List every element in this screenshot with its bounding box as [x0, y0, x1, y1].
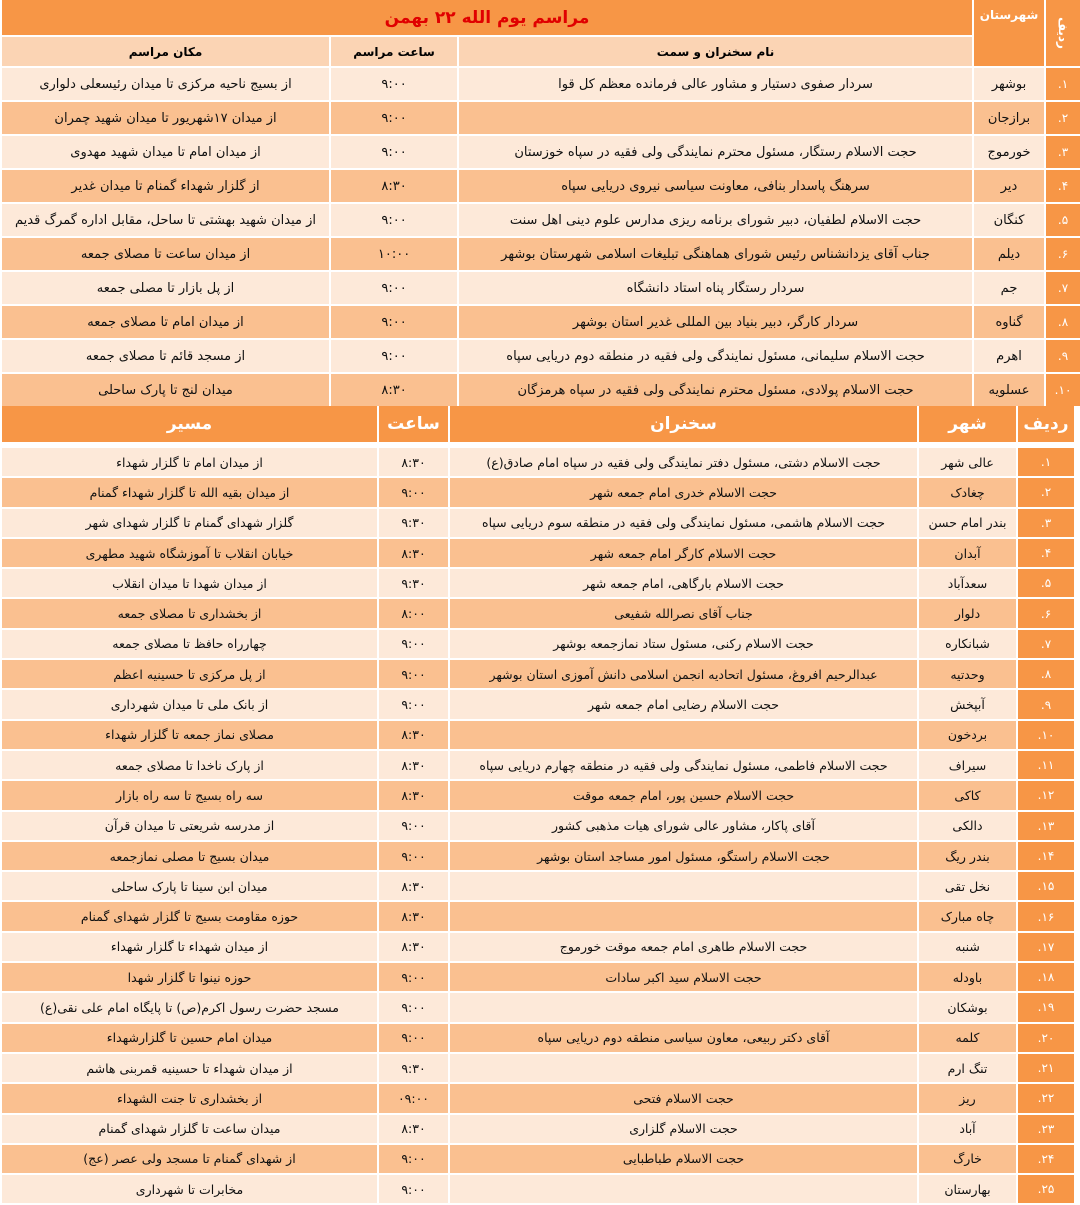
cell-city: چاه مبارک	[917, 902, 1016, 932]
table-row	[0, 902, 1080, 932]
cell-time: ۹:۰۰	[377, 993, 448, 1023]
cell-speaker	[448, 993, 917, 1023]
cell-city: آبپخش	[917, 690, 1016, 720]
cell-index: ۷.	[1016, 630, 1080, 660]
cell-speaker: حجت الاسلام فاطمی، مسئول نمایندگی ولی فقیه در منطقه چهارم دریایی سپاه	[448, 751, 917, 781]
cell-city: کلمه	[917, 1024, 1016, 1054]
cell-city: دیر	[972, 170, 1044, 204]
page-title: مراسم یوم الله ۲۲ بهمن	[0, 0, 972, 37]
cell-place: از میدان امام تا میدان شهید مهدوی	[0, 136, 329, 170]
cell-index: ۴.	[1044, 170, 1080, 204]
cell-index: ۲.	[1044, 102, 1080, 136]
cell-time: ۸:۳۰	[377, 448, 448, 478]
cell-speaker: حجت الاسلام رکنی، مسئول ستاد نمازجمعه بوشهر	[448, 630, 917, 660]
table-row	[0, 340, 1080, 374]
cell-speaker: حجت الاسلام گلزاری	[448, 1115, 917, 1145]
cell-time: ۹:۰۰	[377, 478, 448, 508]
table-row	[0, 539, 1080, 569]
cell-index: ۳.	[1016, 509, 1080, 539]
cell-time: ۹:۰۰	[329, 136, 457, 170]
cell-time: ۹:۰۰	[377, 963, 448, 993]
cell-city: سیراف	[917, 751, 1016, 781]
table-row	[0, 599, 1080, 629]
cell-route: حوزه نینوا تا گلزار شهدا	[0, 963, 377, 993]
cell-route: از بخشداری تا مصلای جمعه	[0, 599, 377, 629]
table-row	[0, 872, 1080, 902]
table-row	[0, 448, 1080, 478]
cell-time: ۸:۳۰	[377, 539, 448, 569]
cell-index: ۲.	[1016, 478, 1080, 508]
table-row	[0, 842, 1080, 872]
cell-speaker: حجت الاسلام سید اکبر سادات	[448, 963, 917, 993]
table-row	[0, 630, 1080, 660]
cell-time: ۹:۳۰	[377, 1054, 448, 1084]
cell-city: عسلویه	[972, 374, 1044, 408]
top-schedule-table	[0, 0, 1080, 408]
cell-speaker: آقای پاکار، مشاور عالی شورای هیات مذهبی کشور	[448, 812, 917, 842]
cell-index: ۱.	[1016, 448, 1080, 478]
cell-place: میدان لنج تا پارک ساحلی	[0, 374, 329, 408]
table-row	[0, 721, 1080, 751]
cell-time: ۸:۳۰	[329, 374, 457, 408]
table-row	[0, 1024, 1080, 1054]
cell-city: تنگ ارم	[917, 1054, 1016, 1084]
table-row	[0, 781, 1080, 811]
cell-speaker: حجت الاسلام راستگو، مسئول امور مساجد استان بوشهر	[448, 842, 917, 872]
cell-time: ۹:۰۰	[329, 204, 457, 238]
cell-speaker	[448, 902, 917, 932]
cell-speaker: عبدالرحیم افروغ، مسئول اتحادیه انجمن اسلامی دانش آموزی استان بوشهر	[448, 660, 917, 690]
cell-city: برازجان	[972, 102, 1044, 136]
cell-index: ۱۱.	[1016, 751, 1080, 781]
cell-time: ۹:۰۰	[377, 630, 448, 660]
table-row	[0, 963, 1080, 993]
cell-speaker: حجت الاسلام حسین پور، امام جمعه موقت	[448, 781, 917, 811]
cell-time: ۸:۳۰	[377, 872, 448, 902]
table-row	[0, 1115, 1080, 1145]
cell-speaker: حجت الاسلام رضایی امام جمعه شهر	[448, 690, 917, 720]
cell-route: میدان ابن سینا تا پارک ساحلی	[0, 872, 377, 902]
cell-route: حوزه مقاومت بسیج تا گلزار شهدای گمنام	[0, 902, 377, 932]
cell-route: میدان بسیج تا مصلی نمازجمعه	[0, 842, 377, 872]
cell-speaker	[448, 1175, 917, 1205]
cell-route: چهارراه حافظ تا مصلای جمعه	[0, 630, 377, 660]
header-city: شهر	[917, 406, 1016, 448]
cell-city: بندر ریگ	[917, 842, 1016, 872]
cell-city: بهارستان	[917, 1175, 1016, 1205]
cell-index: ۷.	[1044, 272, 1080, 306]
cell-index: ۱.	[1044, 68, 1080, 102]
cell-index: ۸.	[1016, 660, 1080, 690]
cell-time: ۹:۳۰	[377, 509, 448, 539]
cell-speaker: آقای دکتر ربیعی، معاون سیاسی منطقه دوم دریایی سپاه	[448, 1024, 917, 1054]
cell-index: ۱۳.	[1016, 812, 1080, 842]
cell-route: میدان امام حسین تا گلزارشهداء	[0, 1024, 377, 1054]
header-index: ردیف	[1016, 406, 1080, 448]
cell-time: ۰۹:۰۰	[377, 1084, 448, 1114]
cell-time: ۸:۳۰	[377, 902, 448, 932]
cell-index: ۱۸.	[1016, 963, 1080, 993]
cell-time: ۸:۰۰	[377, 599, 448, 629]
bottom-schedule-table	[0, 406, 1080, 1205]
cell-place: از بسیج ناحیه مرکزی تا میدان رئیسعلی دلواری	[0, 68, 329, 102]
cell-index: ۲۰.	[1016, 1024, 1080, 1054]
table-row	[0, 812, 1080, 842]
cell-speaker: حجت الاسلام کارگر امام جمعه شهر	[448, 539, 917, 569]
cell-time: ۸:۳۰	[377, 721, 448, 751]
cell-speaker: حجت الاسلام دشتی، مسئول دفتر نمایندگی ولی فقیه در سپاه امام صادق(ع)	[448, 448, 917, 478]
cell-city: شبانکاره	[917, 630, 1016, 660]
cell-index: ۵.	[1044, 204, 1080, 238]
header-city: شهرستان	[972, 0, 1044, 68]
cell-time: ۹:۳۰	[377, 569, 448, 599]
cell-city: اهرم	[972, 340, 1044, 374]
table-row	[0, 102, 1080, 136]
cell-time: ۹:۰۰	[329, 272, 457, 306]
cell-city: باودله	[917, 963, 1016, 993]
cell-time: ۹:۰۰	[377, 1145, 448, 1175]
cell-speaker: سردار صفوی دستیار و مشاور عالی فرمانده معظم کل قوا	[457, 68, 972, 102]
cell-route: از بخشداری تا جنت الشهداء	[0, 1084, 377, 1114]
cell-route: از پل مرکزی تا حسینیه اعظم	[0, 660, 377, 690]
table-row	[0, 170, 1080, 204]
cell-index: ۶.	[1016, 599, 1080, 629]
cell-index: ۱۹.	[1016, 993, 1080, 1023]
cell-city: عالی شهر	[917, 448, 1016, 478]
cell-speaker: حجت الاسلام هاشمی، مسئول نمایندگی ولی فقیه در منطقه سوم دریایی سپاه	[448, 509, 917, 539]
cell-city: آبدان	[917, 539, 1016, 569]
cell-time: ۹:۰۰	[329, 340, 457, 374]
cell-index: ۲۳.	[1016, 1115, 1080, 1145]
table-row	[0, 933, 1080, 963]
cell-speaker: سردار رستگار پناه استاد دانشگاه	[457, 272, 972, 306]
table-row	[0, 993, 1080, 1023]
cell-place: از مسجد قائم تا مصلای جمعه	[0, 340, 329, 374]
cell-city: دیلم	[972, 238, 1044, 272]
cell-speaker: حجت الاسلام طاهری امام جمعه موقت خورموج	[448, 933, 917, 963]
cell-index: ۱۰.	[1016, 721, 1080, 751]
cell-place: از میدان ساعت تا مصلای جمعه	[0, 238, 329, 272]
header-route: مسیر	[0, 406, 377, 448]
cell-speaker: حجت الاسلام لطفیان، دبیر شورای برنامه ریزی مدارس علوم دینی اهل سنت	[457, 204, 972, 238]
cell-city: بوشکان	[917, 993, 1016, 1023]
cell-index: ۵.	[1016, 569, 1080, 599]
cell-city: بوشهر	[972, 68, 1044, 102]
cell-route: میدان ساعت تا گلزار شهدای گمنام	[0, 1115, 377, 1145]
cell-index: ۱۵.	[1016, 872, 1080, 902]
cell-city: دلوار	[917, 599, 1016, 629]
table-row	[0, 569, 1080, 599]
cell-city: کنگان	[972, 204, 1044, 238]
header-time: ساعت مراسم	[329, 37, 457, 68]
cell-speaker: سردار کارگر، دبیر بنیاد بین المللی غدیر استان بوشهر	[457, 306, 972, 340]
table-row	[0, 690, 1080, 720]
table-row	[0, 238, 1080, 272]
cell-route: سه راه بسیج تا سه راه بازار	[0, 781, 377, 811]
cell-speaker: سرهنگ پاسدار بنافی، معاونت سیاسی نیروی دریایی سپاه	[457, 170, 972, 204]
header-speaker: نام سخنران و سمت	[457, 37, 972, 68]
cell-time: ۹:۰۰	[377, 690, 448, 720]
cell-index: ۱۶.	[1016, 902, 1080, 932]
table-row	[0, 68, 1080, 102]
cell-speaker: حجت الاسلام خدری امام جمعه شهر	[448, 478, 917, 508]
table-row	[0, 1054, 1080, 1084]
cell-time: ۹:۰۰	[377, 1175, 448, 1205]
cell-route: از بانک ملی تا میدان شهرداری	[0, 690, 377, 720]
cell-city: بردخون	[917, 721, 1016, 751]
cell-index: ۹.	[1016, 690, 1080, 720]
cell-city: شنبه	[917, 933, 1016, 963]
cell-time: ۱۰:۰۰	[329, 238, 457, 272]
cell-city: جم	[972, 272, 1044, 306]
cell-route: از پارک ناخدا تا مصلای جمعه	[0, 751, 377, 781]
cell-index: ۱۷.	[1016, 933, 1080, 963]
cell-city: دالکی	[917, 812, 1016, 842]
cell-speaker: حجت الاسلام سلیمانی، مسئول نمایندگی ولی فقیه در منطقه دوم دریایی سپاه	[457, 340, 972, 374]
table-row	[0, 509, 1080, 539]
cell-index: ۱۴.	[1016, 842, 1080, 872]
cell-city: آباد	[917, 1115, 1016, 1145]
cell-route: از میدان بقیه الله تا گلزار شهداء گمنام	[0, 478, 377, 508]
cell-index: ۹.	[1044, 340, 1080, 374]
cell-place: از میدان امام تا مصلای جمعه	[0, 306, 329, 340]
table-row	[0, 1175, 1080, 1205]
table-row	[0, 1145, 1080, 1175]
cell-time: ۸:۳۰	[377, 933, 448, 963]
cell-route: از مدرسه شریعتی تا میدان قرآن	[0, 812, 377, 842]
cell-index: ۲۱.	[1016, 1054, 1080, 1084]
cell-city: وحدتیه	[917, 660, 1016, 690]
cell-time: ۹:۰۰	[329, 68, 457, 102]
cell-speaker	[448, 1054, 917, 1084]
cell-index: ۴.	[1016, 539, 1080, 569]
cell-index: ۳.	[1044, 136, 1080, 170]
cell-index: ۸.	[1044, 306, 1080, 340]
cell-route: از میدان امام تا گلزار شهداء	[0, 448, 377, 478]
cell-index: ۱۲.	[1016, 781, 1080, 811]
cell-time: ۹:۰۰	[329, 102, 457, 136]
cell-time: ۸:۳۰	[377, 751, 448, 781]
header-place: مکان مراسم	[0, 37, 329, 68]
table-row	[0, 660, 1080, 690]
cell-route: خیابان انقلاب تا آموزشگاه شهید مطهری	[0, 539, 377, 569]
cell-speaker	[448, 872, 917, 902]
cell-place: از میدان شهید بهشتی تا ساحل، مقابل اداره گمرگ قدیم	[0, 204, 329, 238]
cell-index: ۲۵.	[1016, 1175, 1080, 1205]
cell-index: ۶.	[1044, 238, 1080, 272]
cell-time: ۹:۰۰	[377, 1024, 448, 1054]
cell-speaker: حجت الاسلام فتحی	[448, 1084, 917, 1114]
cell-time: ۸:۳۰	[329, 170, 457, 204]
cell-route: از میدان شهدا تا میدان انقلاب	[0, 569, 377, 599]
cell-place: از گلزار شهداء گمنام تا میدان غدیر	[0, 170, 329, 204]
cell-route: از میدان شهداء تا گلزار شهداء	[0, 933, 377, 963]
cell-speaker: حجت الاسلام پولادی، مسئول محترم نمایندگی ولی فقیه در سپاه هرمزگان	[457, 374, 972, 408]
cell-speaker: جناب آقای یزدانشناس رئیس شورای هماهنگی تبلیغات اسلامی شهرستان بوشهر	[457, 238, 972, 272]
cell-index: ۲۴.	[1016, 1145, 1080, 1175]
cell-city: کاکی	[917, 781, 1016, 811]
cell-speaker: حجت الاسلام رستگار، مسئول محترم نمایندگی ولی فقیه در سپاه خوزستان	[457, 136, 972, 170]
cell-time: ۹:۰۰	[377, 842, 448, 872]
cell-time: ۸:۳۰	[377, 1115, 448, 1145]
cell-route: مسجد حضرت رسول اکرم(ص) تا پایگاه امام علی نقی(ع)	[0, 993, 377, 1023]
table-row	[0, 1084, 1080, 1114]
cell-city: ریز	[917, 1084, 1016, 1114]
cell-place: از میدان ۱۷شهریور تا میدان شهید چمران	[0, 102, 329, 136]
cell-route: گلزار شهدای گمنام تا گلزار شهدای شهر	[0, 509, 377, 539]
cell-speaker: حجت الاسلام بارگاهی، امام جمعه شهر	[448, 569, 917, 599]
table-row	[0, 751, 1080, 781]
table-row	[0, 478, 1080, 508]
table-row	[0, 272, 1080, 306]
cell-time: ۹:۰۰	[377, 660, 448, 690]
header-time: ساعت	[377, 406, 448, 448]
table-row	[0, 306, 1080, 340]
cell-time: ۸:۳۰	[377, 781, 448, 811]
cell-route: مصلای نماز جمعه تا گلزار شهداء	[0, 721, 377, 751]
cell-time: ۹:۰۰	[377, 812, 448, 842]
cell-city: خورموج	[972, 136, 1044, 170]
cell-route: مخابرات تا شهرداری	[0, 1175, 377, 1205]
cell-speaker	[448, 721, 917, 751]
cell-route: از شهدای گمنام تا مسجد ولی عصر (عج)	[0, 1145, 377, 1175]
cell-city: چغادک	[917, 478, 1016, 508]
cell-route: از میدان شهداء تا حسینیه قمربنی هاشم	[0, 1054, 377, 1084]
cell-speaker: حجت الاسلام طباطبایی	[448, 1145, 917, 1175]
cell-city: خارگ	[917, 1145, 1016, 1175]
cell-city: سعدآباد	[917, 569, 1016, 599]
cell-city: گناوه	[972, 306, 1044, 340]
cell-index: ۱۰.	[1044, 374, 1080, 408]
cell-city: بندر امام حسن	[917, 509, 1016, 539]
table-row	[0, 204, 1080, 238]
cell-index: ۲۲.	[1016, 1084, 1080, 1114]
cell-time: ۹:۰۰	[329, 306, 457, 340]
cell-speaker: جناب آقای نصرالله شفیعی	[448, 599, 917, 629]
table-row	[0, 136, 1080, 170]
header-index: ردیف	[1044, 0, 1080, 68]
header-speaker: سخنران	[448, 406, 917, 448]
table-row	[0, 374, 1080, 408]
cell-place: از پل بازار تا مصلی جمعه	[0, 272, 329, 306]
cell-city: نخل تقی	[917, 872, 1016, 902]
cell-speaker	[457, 102, 972, 136]
